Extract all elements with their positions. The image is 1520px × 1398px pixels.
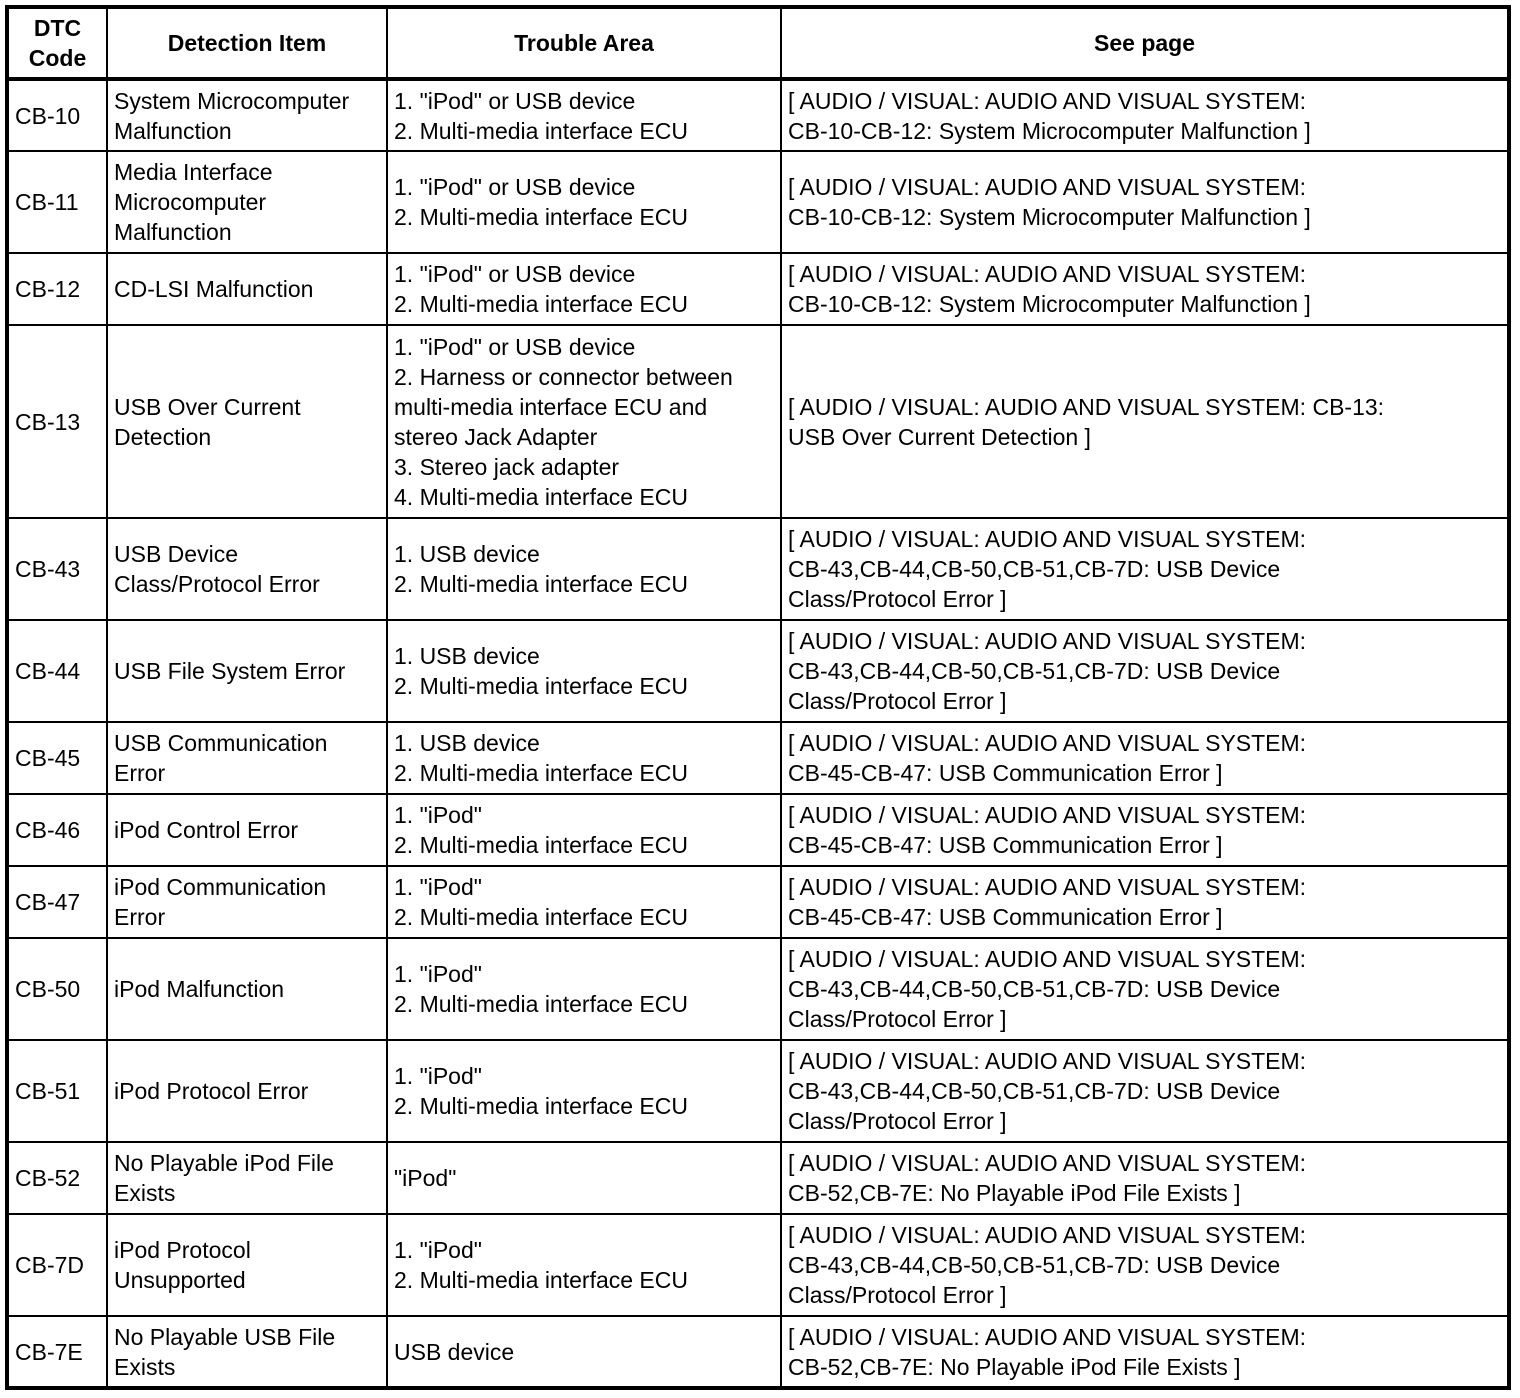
dtc-code: CB-10: [7, 79, 107, 151]
header-row: [7, 7, 1509, 79]
trouble-area: 1. "iPod" 2. Multi-media interface ECU: [387, 1040, 781, 1142]
trouble-area: 1. USB device 2. Multi-media interface ECU: [387, 722, 781, 794]
header-detection-item: Detection Item: [107, 7, 387, 79]
see-page-link[interactable]: [ AUDIO / VISUAL: AUDIO AND VISUAL SYSTEM: CB-13: USB Over Current Detection ]: [781, 325, 1509, 518]
header-see-page: See page: [781, 7, 1509, 79]
detection-item: System Microcomputer Malfunction: [107, 79, 387, 151]
dtc-code: CB-7D: [7, 1214, 107, 1316]
dtc-code: CB-46: [7, 794, 107, 866]
table-row: [7, 1316, 1509, 1388]
detection-item: Media Interface Microcomputer Malfunction: [107, 151, 387, 253]
dtc-code: CB-12: [7, 253, 107, 325]
table-row: [7, 253, 1509, 325]
table-row: [7, 1040, 1509, 1142]
dtc-table: [5, 5, 1511, 1390]
trouble-area: USB device: [387, 1316, 781, 1388]
trouble-area: 1. "iPod" 2. Multi-media interface ECU: [387, 794, 781, 866]
table-row: [7, 794, 1509, 866]
trouble-area: 1. USB device 2. Multi-media interface ECU: [387, 620, 781, 722]
detection-item: No Playable USB File Exists: [107, 1316, 387, 1388]
trouble-area: 1. "iPod" or USB device 2. Multi-media interface ECU: [387, 79, 781, 151]
detection-item: iPod Protocol Unsupported: [107, 1214, 387, 1316]
dtc-code: CB-7E: [7, 1316, 107, 1388]
trouble-area: 1. "iPod" or USB device 2. Multi-media interface ECU: [387, 253, 781, 325]
detection-item: USB Device Class/Protocol Error: [107, 518, 387, 620]
see-page-link[interactable]: [ AUDIO / VISUAL: AUDIO AND VISUAL SYSTEM: CB-45-CB-47: USB Communication Error ]: [781, 722, 1509, 794]
see-page-link[interactable]: [ AUDIO / VISUAL: AUDIO AND VISUAL SYSTEM: CB-43,CB-44,CB-50,CB-51,CB-7D: USB Device Class/Protocol Error ]: [781, 1214, 1509, 1316]
see-page-link[interactable]: [ AUDIO / VISUAL: AUDIO AND VISUAL SYSTEM: CB-45-CB-47: USB Communication Error ]: [781, 794, 1509, 866]
detection-item: iPod Control Error: [107, 794, 387, 866]
table-row: [7, 1142, 1509, 1214]
table-row: [7, 151, 1509, 253]
dtc-code: CB-43: [7, 518, 107, 620]
trouble-area: 1. USB device 2. Multi-media interface ECU: [387, 518, 781, 620]
see-page-link[interactable]: [ AUDIO / VISUAL: AUDIO AND VISUAL SYSTEM: CB-43,CB-44,CB-50,CB-51,CB-7D: USB Device Class/Protocol Error ]: [781, 1040, 1509, 1142]
dtc-code: CB-13: [7, 325, 107, 518]
dtc-code: CB-47: [7, 866, 107, 938]
trouble-area: "iPod": [387, 1142, 781, 1214]
header-dtc-code: DTC Code: [7, 7, 107, 79]
detection-item: iPod Malfunction: [107, 938, 387, 1040]
table-row: [7, 325, 1509, 518]
see-page-link[interactable]: [ AUDIO / VISUAL: AUDIO AND VISUAL SYSTEM: CB-10-CB-12: System Microcomputer Malfunction ]: [781, 151, 1509, 253]
detection-item: USB File System Error: [107, 620, 387, 722]
see-page-link[interactable]: [ AUDIO / VISUAL: AUDIO AND VISUAL SYSTEM: CB-52,CB-7E: No Playable iPod File Exists ]: [781, 1142, 1509, 1214]
detection-item: USB Over Current Detection: [107, 325, 387, 518]
trouble-area: 1. "iPod" or USB device 2. Multi-media interface ECU: [387, 151, 781, 253]
table-row: [7, 866, 1509, 938]
see-page-link[interactable]: [ AUDIO / VISUAL: AUDIO AND VISUAL SYSTEM: CB-43,CB-44,CB-50,CB-51,CB-7D: USB Device Class/Protocol Error ]: [781, 518, 1509, 620]
see-page-link[interactable]: [ AUDIO / VISUAL: AUDIO AND VISUAL SYSTEM: CB-10-CB-12: System Microcomputer Malfunction ]: [781, 79, 1509, 151]
detection-item: iPod Communication Error: [107, 866, 387, 938]
see-page-link[interactable]: [ AUDIO / VISUAL: AUDIO AND VISUAL SYSTEM: CB-52,CB-7E: No Playable iPod File Exists ]: [781, 1316, 1509, 1388]
dtc-code: CB-44: [7, 620, 107, 722]
table-row: [7, 620, 1509, 722]
dtc-code: CB-45: [7, 722, 107, 794]
table-row: [7, 518, 1509, 620]
dtc-code: CB-50: [7, 938, 107, 1040]
trouble-area: 1. "iPod" 2. Multi-media interface ECU: [387, 866, 781, 938]
see-page-link[interactable]: [ AUDIO / VISUAL: AUDIO AND VISUAL SYSTEM: CB-10-CB-12: System Microcomputer Malfunction ]: [781, 253, 1509, 325]
detection-item: No Playable iPod File Exists: [107, 1142, 387, 1214]
dtc-code: CB-52: [7, 1142, 107, 1214]
table-row: [7, 938, 1509, 1040]
header-trouble-area: Trouble Area: [387, 7, 781, 79]
detection-item: CD-LSI Malfunction: [107, 253, 387, 325]
trouble-area: 1. "iPod" 2. Multi-media interface ECU: [387, 938, 781, 1040]
table-row: [7, 1214, 1509, 1316]
see-page-link[interactable]: [ AUDIO / VISUAL: AUDIO AND VISUAL SYSTEM: CB-43,CB-44,CB-50,CB-51,CB-7D: USB Device Class/Protocol Error ]: [781, 938, 1509, 1040]
trouble-area: 1. "iPod" 2. Multi-media interface ECU: [387, 1214, 781, 1316]
see-page-link[interactable]: [ AUDIO / VISUAL: AUDIO AND VISUAL SYSTEM: CB-43,CB-44,CB-50,CB-51,CB-7D: USB Device Class/Protocol Error ]: [781, 620, 1509, 722]
table-row: [7, 722, 1509, 794]
trouble-area: 1. "iPod" or USB device 2. Harness or connector between multi-media interface ECU and stereo Jack Adapter 3. Stereo jack adapter 4. Multi-media interface ECU: [387, 325, 781, 518]
table-row: [7, 79, 1509, 151]
see-page-link[interactable]: [ AUDIO / VISUAL: AUDIO AND VISUAL SYSTEM: CB-45-CB-47: USB Communication Error ]: [781, 866, 1509, 938]
dtc-code: CB-51: [7, 1040, 107, 1142]
detection-item: USB Communication Error: [107, 722, 387, 794]
dtc-code: CB-11: [7, 151, 107, 253]
detection-item: iPod Protocol Error: [107, 1040, 387, 1142]
